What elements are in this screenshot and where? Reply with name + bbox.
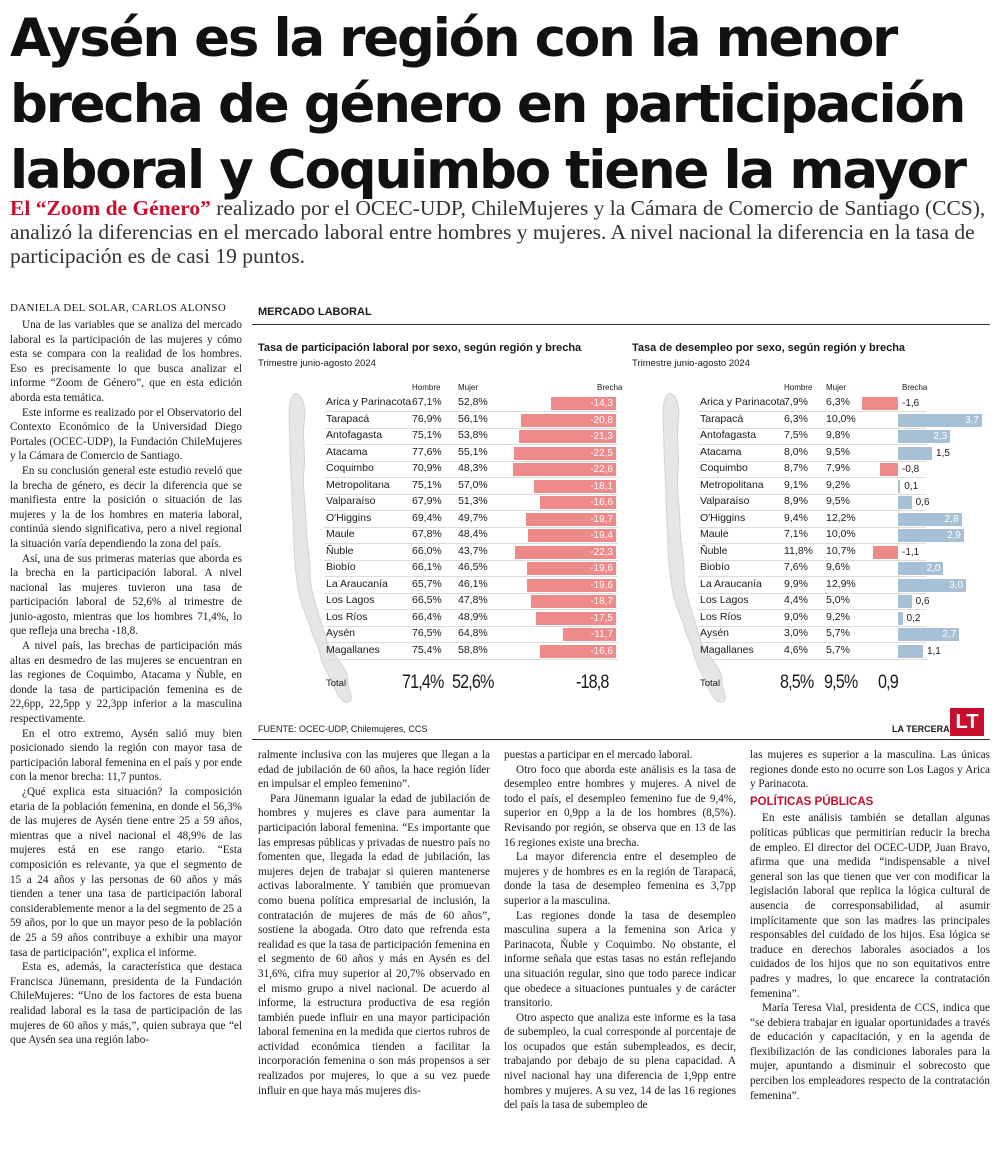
mujer-value: 51,3% xyxy=(458,495,488,507)
col4-paragraph-3: María Teresa Vial, presidenta de CCS, indica que “se debiera trabajar en igualar oportunidades a través de educación y capacitación, y en la agenda de flexibilización de las condiciones laborales para la mujer, apuntando a disminuir el sobrecosto que perciben los empleadores respecto de la contratación femenina”. xyxy=(750,1002,990,1102)
gap-bar-label: 2,9 xyxy=(946,530,961,541)
mujer-value: 64,8% xyxy=(458,627,488,639)
gap-bar-label: 2,8 xyxy=(944,513,959,525)
la-tercera-logo: LT xyxy=(950,708,984,736)
gap-bar xyxy=(898,612,903,625)
hombre-value: 70,9% xyxy=(412,462,442,474)
mujer-value: 47,8% xyxy=(458,594,488,606)
row-separator xyxy=(698,626,926,627)
mujer-value: 12,2% xyxy=(826,511,856,524)
hombre-value: 66,5% xyxy=(412,594,442,606)
mujer-value: 9,2% xyxy=(826,610,850,623)
region-label: Magallanes xyxy=(326,643,380,656)
gap-bar-label: -1,1 xyxy=(902,546,920,558)
hombre-value: 69,4% xyxy=(412,511,442,524)
region-label: Tarapacá xyxy=(326,412,370,425)
hombre-value: 9,0% xyxy=(784,610,808,623)
col1-paragraph: A nivel país, las brechas de participación más altas en desmedro de las mujeres se encuentran en las regiones de Coquimbo, Atacama y Ñuble, en donde la tasa de participación femenina es de 22,6pp, 22,5pp y 22,3pp inferior a la masculina respectivamente. xyxy=(10,640,242,726)
region-label: La Araucanía xyxy=(700,577,762,590)
col3-paragraph: Otro aspecto que analiza este informe es la tasa de subempleo, la cual corresponde al porcentaje de los ocupados que están subempleados, es decir, trabajando por debajo de su plena capacidad. A nivel nacional hay una diferencia de 1,9pp entre hombres y mujeres. A su vez, 14 de las 16 regiones del país la tasa de subempleo de xyxy=(504,1011,736,1112)
mujer-value: 9,5% xyxy=(826,495,850,507)
infographic-title: MERCADO LABORAL xyxy=(258,306,372,318)
panel-title: Tasa de participación laboral por sexo, según región y brecha xyxy=(258,342,582,354)
mujer-value: 46,1% xyxy=(458,577,488,590)
infographic-rule xyxy=(252,324,990,325)
region-label: Coquimbo xyxy=(700,462,748,474)
total-label: Total xyxy=(326,678,347,689)
article-column-3 xyxy=(504,748,736,1113)
mujer-value: 52,8% xyxy=(458,396,488,408)
hombre-value: 75,4% xyxy=(412,643,442,656)
subhead-politicas-publicas: POLÍTICAS PÚBLICAS xyxy=(750,795,874,808)
mujer-value: 53,8% xyxy=(458,429,488,441)
infographic-bottom-rule xyxy=(252,739,990,740)
mujer-value: 9,8% xyxy=(826,429,850,441)
mujer-value: 48,3% xyxy=(458,462,488,474)
region-label: Magallanes xyxy=(700,643,754,656)
gap-bar-label: -18,7 xyxy=(590,596,613,607)
col1-paragraph: Una de las variables que se analiza del mercado laboral es la participación de las mujeres y cómo esta se compara con la realidad de los hombres. Eso es precisamente lo que busca analizar el informe “Zoom de Género”, que en esta edición aborda esta temática. xyxy=(10,319,242,404)
article-column-4 xyxy=(750,748,990,1103)
total-hombre: 71,4% xyxy=(402,672,444,693)
gap-bar-label: -19,4 xyxy=(590,530,613,541)
gap-bar-label: -0,8 xyxy=(902,464,920,475)
deck-lead: El “Zoom de Género” xyxy=(10,196,211,220)
region-label: Biobío xyxy=(326,561,356,573)
mujer-value: 43,7% xyxy=(458,544,488,557)
hombre-value: 66,1% xyxy=(412,561,442,573)
mujer-value: 5,7% xyxy=(826,627,850,639)
region-label: Antofagasta xyxy=(326,429,383,441)
total-brecha: 0,9 xyxy=(878,672,898,693)
mujer-value: 5,0% xyxy=(826,594,850,606)
gap-bar-label: 0,2 xyxy=(906,612,921,624)
hombre-value: 9,4% xyxy=(784,511,808,524)
mujer-value: 57,0% xyxy=(458,478,488,491)
row-separator xyxy=(698,659,926,660)
hombre-value: 7,9% xyxy=(784,396,808,408)
region-label: Los Ríos xyxy=(326,610,368,623)
gap-bar-label: -18,1 xyxy=(590,480,613,492)
gap-bar-label: -22,3 xyxy=(590,546,613,558)
region-label: Atacama xyxy=(700,445,742,458)
hombre-value: 67,8% xyxy=(412,528,442,540)
gap-bar xyxy=(898,595,912,608)
gap-bar xyxy=(873,546,898,559)
hombre-value: 77,6% xyxy=(412,445,442,458)
region-label: Los Lagos xyxy=(700,594,749,606)
mujer-value: 10,0% xyxy=(826,528,856,540)
region-label: Tarapacá xyxy=(700,412,744,425)
mujer-value: 9,6% xyxy=(826,561,850,573)
region-label: Valparaíso xyxy=(700,495,750,507)
gap-bar-label: 1,1 xyxy=(926,645,941,657)
region-label: Maule xyxy=(700,528,729,540)
gap-bar-label: -20,8 xyxy=(590,414,613,426)
col3-paragraph: puestas a participar en el mercado laboral. xyxy=(504,749,693,761)
gap-bar xyxy=(898,447,932,460)
total-hombre: 8,5% xyxy=(780,672,814,693)
col1-paragraph: En su conclusión general este estudio reveló que la brecha de género, es decir la diferencia que se manifiesta entre la posición o situación de las mujeres y la de los hombres en materia laboral, continúa siendo significativa, pero a nivel regional la situación varía dependiendo la zona del país. xyxy=(10,464,242,550)
mujer-value: 5,7% xyxy=(826,643,850,656)
column-header-mujer: Mujer xyxy=(458,383,479,392)
gap-bar-label: 2,7 xyxy=(942,629,957,640)
hombre-value: 8,7% xyxy=(784,462,808,474)
region-label: Biobío xyxy=(700,561,730,573)
column-header-hombre: Hombre xyxy=(412,383,441,392)
article-column-1 xyxy=(10,318,242,1048)
mujer-value: 12,9% xyxy=(826,577,856,590)
region-label: Atacama xyxy=(326,445,368,458)
region-label: O'Higgins xyxy=(700,511,746,524)
region-label: Los Lagos xyxy=(326,594,375,606)
col4-paragraph-1: las mujeres es superior a la masculina. Las únicas regiones donde esto no ocurre son Los Lagos y Arica y Parinacota. xyxy=(750,749,990,791)
gap-bar-label: 3,0 xyxy=(949,579,964,591)
region-label: O'Higgins xyxy=(326,511,372,524)
region-label: Maule xyxy=(326,528,355,540)
gap-bar-label: -17,5 xyxy=(590,612,613,624)
headline: Aysén es la región con la menor brecha de género en participación laboral y Coquimbo tiene la mayor xyxy=(10,8,965,201)
col1-paragraph: ¿Qué explica esta situación? la composición etaria de la población femenina, en donde el 56,3% de las mujeres de Aysén tiene entre 25 a 59 años, mientras que a nivel nacional el 48,9% de las mujeres está en ese rango etario. “Esta composición es relevante, ya que el segmento de 15 a 24 años y las personas de 60 años y más tienden a tener una tasa de participación laboral considerablemente menor a la del segmento de 25 a 59 años, por lo que un mayor peso de la población de 25 a 59 años contribuye a exhibir una mayor tasa de participación”, explica el informe. xyxy=(10,786,242,959)
gap-bar-label: -22,5 xyxy=(590,447,613,459)
region-label: Los Ríos xyxy=(700,610,742,623)
region-label: Ñuble xyxy=(326,544,354,557)
gap-bar xyxy=(880,463,898,476)
hombre-value: 6,3% xyxy=(784,412,808,425)
gap-bar-label: -11,7 xyxy=(590,629,613,640)
col3-paragraph: La mayor diferencia entre el desempleo de mujeres y de hombres es en la región de Tarapacá, donde la tasa de desempleo femenina es 3,7pp superior a la masculina. xyxy=(504,851,736,907)
gap-bar xyxy=(862,397,898,410)
gap-bar-label: 0,6 xyxy=(915,596,930,607)
gap-bar-label: 2,3 xyxy=(933,431,948,442)
mujer-value: 7,9% xyxy=(826,462,850,474)
gap-bar xyxy=(898,645,923,658)
gap-bar-label: -16,6 xyxy=(590,497,613,508)
mujer-value: 10,0% xyxy=(826,412,856,425)
hombre-value: 67,9% xyxy=(412,495,442,507)
region-label: Valparaíso xyxy=(326,495,376,507)
col1-paragraph: Este informe es realizado por el Observatorio del Contexto Económico de la Universidad Diego Portales (OCEC-UDP), la Fundación ChileMujeres y la Cámara de Comercio de Santiago. xyxy=(10,406,242,463)
hombre-value: 66,0% xyxy=(412,544,442,557)
hombre-value: 4,4% xyxy=(784,594,808,606)
infographic xyxy=(252,302,990,742)
hombre-value: 7,6% xyxy=(784,561,808,573)
hombre-value: 9,1% xyxy=(784,478,808,491)
hombre-value: 7,1% xyxy=(784,528,808,540)
mujer-value: 46,5% xyxy=(458,561,488,573)
gap-bar-label: -22,6 xyxy=(590,464,613,475)
hombre-value: 76,5% xyxy=(412,627,442,639)
gap-bar-label: -19,7 xyxy=(590,513,613,525)
col1-paragraph: Esta es, además, la característica que destaca Francisca Jünemann, presidenta de la Fundación ChileMujeres: “Uno de los factores de esta buena realidad laboral es la tasa de participación de las mujeres de 60 años y más,”, quien subraya que “el que Aysén sea una región labo- xyxy=(10,961,242,1047)
gap-bar-label: -16,6 xyxy=(590,645,613,657)
col1-paragraph: En el otro extremo, Aysén salió muy bien posicionado siendo la región con mayor tasa de participación laboral femenina en el país y por ende con la menor brecha: 11,7 puntos. xyxy=(10,727,242,784)
hombre-value: 7,5% xyxy=(784,429,808,441)
col3-paragraph: Las regiones donde la tasa de desempleo masculina supera a la femenina son Arica y Parinacota, Ñuble y Coquimbo. No obstante, el informe señala que estas tasas no están reflejando una situación regular, sino que todo parece indicar que obedece a situaciones puntuales y de carácter transitorio. xyxy=(504,909,736,1010)
mujer-value: 6,3% xyxy=(826,396,850,408)
column-header-brecha: Brecha xyxy=(902,383,928,392)
mujer-value: 48,4% xyxy=(458,528,488,540)
mujer-value: 48,9% xyxy=(458,610,488,623)
mujer-value: 49,7% xyxy=(458,511,488,524)
region-label: Metropolitana xyxy=(700,478,764,491)
region-label: Antofagasta xyxy=(700,429,757,441)
gap-bar-label: -1,6 xyxy=(902,398,920,409)
hombre-value: 76,9% xyxy=(412,412,442,425)
mujer-value: 10,7% xyxy=(826,544,856,557)
gap-bar-label: -19,6 xyxy=(590,563,613,574)
mujer-value: 56,1% xyxy=(458,412,488,425)
mujer-value: 55,1% xyxy=(458,445,488,458)
region-label: Coquimbo xyxy=(326,462,374,474)
col3-paragraph: Otro foco que aborda este análisis es la tasa de desempleo entre hombres y mujeres. A nivel de todo el país, el desempleo femenino fue de 9,4%, superior en 0,9pp a la de los hombres (8,5%). Revisando por región, se observa que en 13 de las 16 regiones existe una brecha. xyxy=(504,763,736,849)
panel-subtitle: Trimestre junio-agosto 2024 xyxy=(258,358,376,369)
region-label: Arica y Parinacota xyxy=(326,396,412,408)
region-label: Arica y Parinacota xyxy=(700,396,786,408)
region-label: La Araucanía xyxy=(326,577,388,590)
infographic-credit: LA TERCERA xyxy=(892,724,950,734)
gap-bar-label: -21,3 xyxy=(590,431,613,442)
deck xyxy=(10,196,990,268)
hombre-value: 75,1% xyxy=(412,429,442,441)
article-column-2 xyxy=(258,748,490,1098)
gap-bar-label: 0,6 xyxy=(915,497,930,508)
region-label: Aysén xyxy=(700,627,729,639)
deck-text: realizado por el OCEC-UDP, ChileMujeres y la Cámara de Comercio de Santiago (CCS), analizó la diferencias en el mercado laboral entre hombres y mujeres. A nivel nacional la diferencia en la tasa de participación es de casi 19 puntos. xyxy=(10,196,986,268)
col1-paragraph: Así, una de sus primeras materias que aborda es la brecha en la participación laboral. A nivel nacional las mujeres tuvieron una tasa de participación laboral de 52,6% al trimestre de junio-agosto, mientras que los hombres 71,4%, lo que refleja una brecha -18,8. xyxy=(10,552,242,638)
region-label: Metropolitana xyxy=(326,478,390,491)
hombre-value: 8,9% xyxy=(784,495,808,507)
total-mujer: 52,6% xyxy=(452,672,494,693)
row-separator xyxy=(698,560,926,561)
hombre-value: 75,1% xyxy=(412,478,442,491)
column-header-mujer: Mujer xyxy=(826,383,847,392)
total-label: Total xyxy=(700,678,721,689)
row-separator xyxy=(324,659,618,660)
hombre-value: 8,0% xyxy=(784,445,808,458)
col4-paragraph-2: En este análisis también se detallan algunas políticas públicas que permitirían reducir la brecha de empleo. El director del OCEC-UDP, Juan Bravo, afirma que una medida “indispensable a nivel general son las que tienen que ver con modificar la legislación laboral que replica la lógica cultural de ausencia de corresponsabilidad, al asumir implícitamente que son las madres las principales responsables del cuidado de los hijos. Esa lógica se traduce en derechos laborales asociados a los cuidados de los hijos que no son equitativos entre padres y madres, lo que encarece la contratación femenina”. xyxy=(750,812,990,1000)
column-header-hombre: Hombre xyxy=(784,383,813,392)
row-separator xyxy=(698,527,926,528)
hombre-value: 4,6% xyxy=(784,643,808,656)
gap-bar xyxy=(898,480,900,493)
hombre-value: 11,8% xyxy=(784,544,813,557)
hombre-value: 67,1% xyxy=(412,396,442,408)
infographic-source: FUENTE: OCEC-UDP, Chilemujeres, CCS xyxy=(258,724,428,734)
gap-bar-label: 2,0 xyxy=(926,563,941,574)
byline: DANIELA DEL SOLAR, CARLOS ALONSO xyxy=(10,302,227,314)
gap-bar xyxy=(898,496,912,509)
mujer-value: 9,5% xyxy=(826,445,850,458)
gap-bar-label: 0,1 xyxy=(904,480,919,492)
gap-bar-label: 1,5 xyxy=(936,447,950,459)
total-brecha: -18,8 xyxy=(576,672,609,693)
region-label: Ñuble xyxy=(700,544,728,557)
hombre-value: 66,4% xyxy=(412,610,442,623)
mujer-value: 9,2% xyxy=(826,478,850,491)
hombre-value: 9,9% xyxy=(784,577,808,590)
mujer-value: 58,8% xyxy=(458,643,488,656)
hombre-value: 3,0% xyxy=(784,627,808,639)
column-header-brecha: Brecha xyxy=(597,383,623,392)
region-label: Aysén xyxy=(326,627,355,639)
hombre-value: 65,7% xyxy=(412,577,442,590)
col2-paragraph: Para Jünemann igualar la edad de jubilación de hombres y mujeres es clave para aumentar la participación laboral femenina. “Es importante que las empresas públicas y privadas de nuestro país no fomenten que, llegada la edad de jubilación, las mujeres dejen de trabajar si quieren mantenerse activas laboralmente. Y también que promuevan como buena política empresarial de inclusión, la contratación de mujeres de más de 60 años”, sostiene la abogada. Otro dato que refrenda esta realidad es que la tasa de participación femenina en el segmento de 60 años y más en Aysén es del 31,6%, cifra muy superior al 20,7% observado en el mismo grupo a nivel nacional. De acuerdo al informe, la estructura productiva de esa región también puede influir en una mayor participación laboral femenina en la medida que ciertos rubros de actividad económica tienden a facilitar la incorporación femenina o son más propensos a ser realizados por mujeres, lo que a su vez puede influir en que haya más mujeres dis- xyxy=(258,792,490,1097)
gap-bar-label: -19,6 xyxy=(590,579,613,591)
col2-paragraph: ralmente inclusiva con las mujeres que llegan a la edad de jubilación de 60 años, la hace región líder en impulsar el empleo femenino”. xyxy=(258,749,490,791)
gap-bar-label: 3,7 xyxy=(965,414,979,426)
panel-subtitle: Trimestre junio-agosto 2024 xyxy=(632,358,750,369)
panel-title: Tasa de desempleo por sexo, según región y brecha xyxy=(632,342,906,354)
total-mujer: 9,5% xyxy=(824,672,858,693)
gap-bar-label: -14,3 xyxy=(590,398,613,409)
